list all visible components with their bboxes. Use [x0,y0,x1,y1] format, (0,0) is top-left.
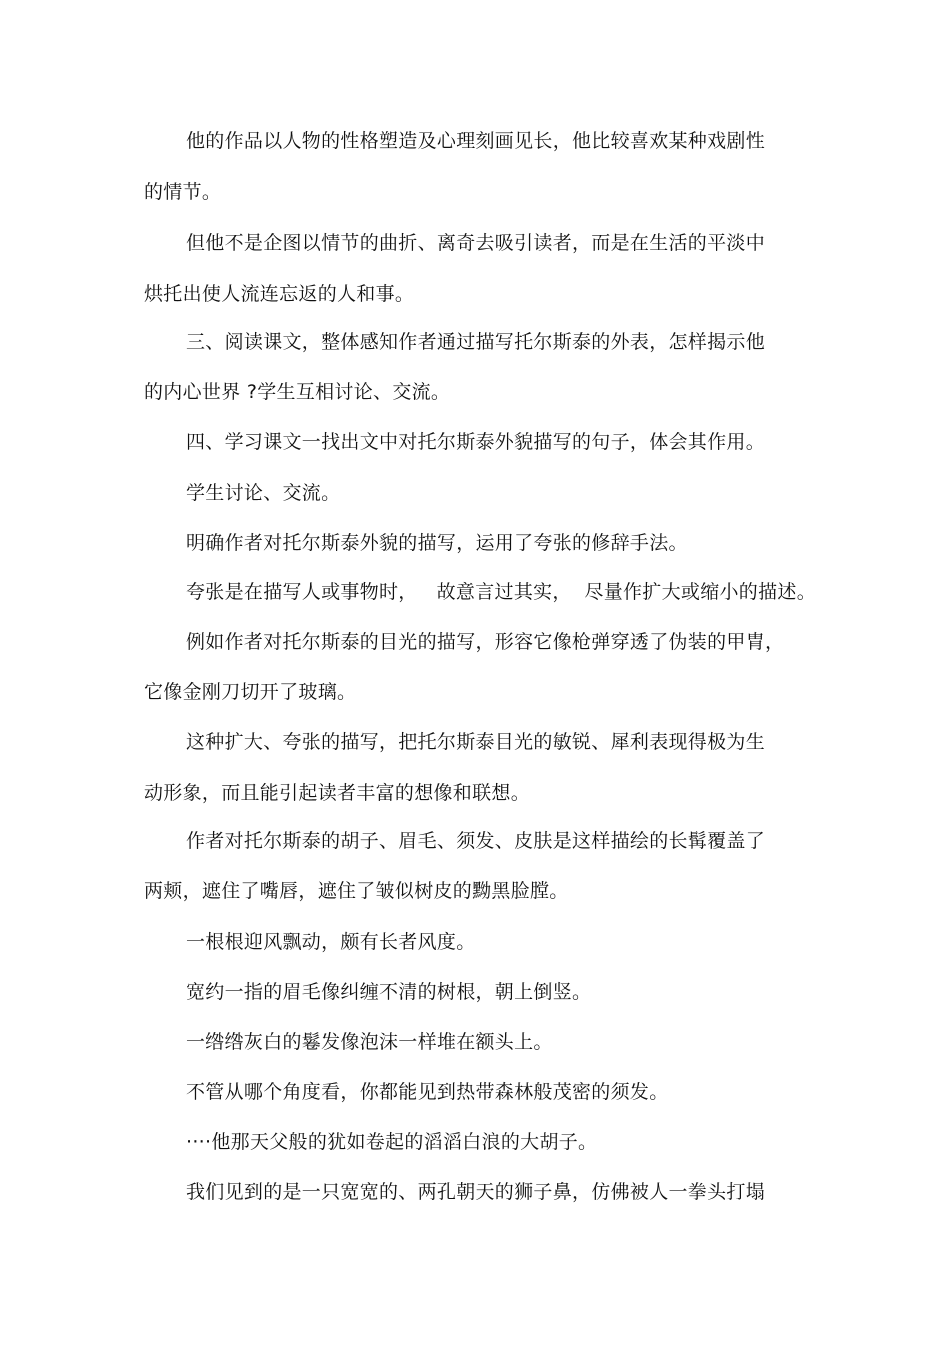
paragraph-line: 夸张是在描写人或事物时， 故意言过其实， 尽量作扩大或缩小的描述。 [186,581,816,603]
paragraph-line: 但他不是企图以情节的曲折、离奇去吸引读者，而是在生活的平淡中 [186,232,766,254]
paragraph-line: 的内心世界 ?学生互相讨论、交流。 [144,381,451,403]
paragraph-line: 例如作者对托尔斯泰的目光的描写，形容它像枪弹穿透了伪装的甲胄， [186,631,785,653]
paragraph-line: 四、学习课文一找出文中对托尔斯泰外貌描写的句子，体会其作用。 [186,431,766,453]
paragraph-line: 不管从哪个角度看，你都能见到热带森林般茂密的须发。 [186,1081,669,1103]
paragraph-line: 作者对托尔斯泰的胡子、眉毛、须发、皮肤是这样描绘的长髯覆盖了 [186,830,766,852]
paragraph-line: 的情节。 [144,181,222,203]
paragraph-line: 他的作品以人物的性格塑造及心理刻画见长，他比较喜欢某种戏剧性 [186,130,766,152]
paragraph-line: 两颊，遮住了嘴唇，遮住了皱似树皮的黝黑脸膛。 [144,880,569,902]
paragraph-line: 我们见到的是一只宽宽的、两孔朝天的狮子鼻，仿佛被人一拳头打塌 [186,1181,766,1203]
paragraph-line: 这种扩大、夸张的描写，把托尔斯泰目光的敏锐、犀利表现得极为生 [186,731,766,753]
paragraph-line: 动形象，而且能引起读者丰富的想像和联想。 [144,782,531,804]
paragraph-line: 它像金刚刀切开了玻璃。 [144,681,357,703]
paragraph-line: 学生讨论、交流。 [186,482,341,504]
paragraph-line: 三、阅读课文，整体感知作者通过描写托尔斯泰的外表，怎样揭示他 [186,331,766,353]
paragraph-line: 一根根迎风飘动，颇有长者风度。 [186,931,476,953]
paragraph-line: 宽约一指的眉毛像纠缠不清的树根，朝上倒竖。 [186,981,592,1003]
paragraph-line: 明确作者对托尔斯泰外貌的描写，运用了夸张的修辞手法。 [186,532,688,554]
paragraph-line: 烘托出使人流连忘返的人和事。 [144,283,415,305]
paragraph-line: ····他那天父般的犹如卷起的滔滔白浪的大胡子。 [186,1131,598,1153]
paragraph-line: 一绺绺灰白的鬈发像泡沫一样堆在额头上。 [186,1031,553,1053]
